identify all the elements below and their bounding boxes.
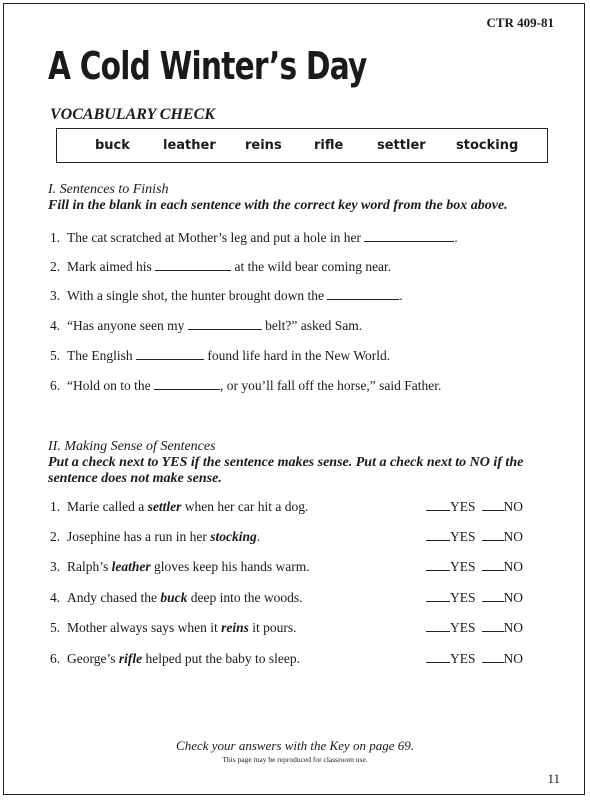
vocab-word: leather — [163, 138, 216, 153]
no-checkbox[interactable] — [482, 499, 504, 511]
answer-blank[interactable] — [155, 259, 231, 271]
sense-item: 1. Marie called a settler when her car hit a dog. — [50, 499, 309, 514]
vocab-word: stocking — [456, 138, 519, 153]
no-checkbox[interactable] — [482, 559, 504, 571]
yes-no-choice: YES NO — [426, 559, 523, 575]
yes-checkbox[interactable] — [426, 499, 450, 511]
keyword: reins — [221, 620, 249, 635]
section2-title: II. Making Sense of Sentences — [48, 439, 216, 454]
vocabulary-heading: VOCABULARY CHECK — [50, 106, 215, 123]
no-checkbox[interactable] — [482, 590, 504, 602]
fill-item: 6. “Hold on to the , or you’ll fall off the horse,” said Father. — [50, 378, 442, 393]
no-checkbox[interactable] — [482, 529, 504, 541]
fill-item: 4. “Has anyone seen my belt?” asked Sam. — [50, 318, 363, 333]
fill-item: 1. The cat scratched at Mother’s leg and put a hole in her . — [50, 230, 458, 245]
vocab-word: settler — [377, 138, 426, 153]
yes-no-choice: YES NO — [426, 499, 523, 515]
keyword: stocking — [210, 529, 257, 544]
yes-checkbox[interactable] — [426, 559, 450, 571]
sense-item: 3. Ralph’s leather gloves keep his hands warm. — [50, 559, 310, 574]
section2-instruction: Put a check next to YES if the sentence makes sense. Put a check next to NO if the sentence does not make sense. — [48, 455, 524, 486]
yes-checkbox[interactable] — [426, 651, 450, 663]
answer-blank[interactable] — [188, 318, 262, 330]
sense-item: 2. Josephine has a run in her stocking. — [50, 529, 261, 544]
yes-checkbox[interactable] — [426, 620, 450, 632]
yes-no-choice: YES NO — [426, 529, 523, 545]
vocab-word: reins — [245, 138, 282, 153]
fill-item: 2. Mark aimed his at the wild bear coming near. — [50, 259, 392, 274]
answer-blank[interactable] — [136, 348, 204, 360]
no-checkbox[interactable] — [482, 620, 504, 632]
vocab-word: rifle — [314, 138, 344, 153]
section1-instruction: Fill in the blank in each sentence with the correct key word from the box above. — [48, 198, 508, 213]
sense-item: 4. Andy chased the buck deep into the woods. — [50, 590, 303, 605]
product-code: CTR 409-81 — [486, 15, 554, 30]
sense-item: 5. Mother always says when it reins it pours. — [50, 620, 297, 635]
answer-blank[interactable] — [327, 288, 399, 300]
fill-item: 5. The English found life hard in the New World. — [50, 348, 391, 363]
vocab-word: buck — [95, 138, 130, 153]
keyword: rifle — [118, 651, 143, 666]
keyword: leather — [111, 559, 151, 574]
page-title: A Cold Winter’s Day — [48, 44, 367, 88]
fill-item: 3. With a single shot, the hunter brought down the . — [50, 288, 403, 303]
page-number: 11 — [547, 771, 560, 786]
yes-checkbox[interactable] — [426, 529, 450, 541]
answer-blank[interactable] — [364, 230, 454, 242]
answer-key-note: Check your answers with the Key on page 69. — [176, 738, 414, 753]
keyword: buck — [160, 590, 188, 605]
answer-blank[interactable] — [154, 378, 220, 390]
word-box — [56, 128, 548, 163]
sense-item: 6. George’s rifle helped put the baby to sleep. — [50, 651, 300, 666]
section1-title: I. Sentences to Finish — [48, 182, 169, 197]
yes-no-choice: YES NO — [426, 651, 523, 667]
reproduction-note: This page may be reproduced for classroom use. — [222, 755, 368, 764]
keyword: settler — [147, 499, 182, 514]
no-checkbox[interactable] — [482, 651, 504, 663]
yes-no-choice: YES NO — [426, 620, 523, 636]
yes-checkbox[interactable] — [426, 590, 450, 602]
yes-no-choice: YES NO — [426, 590, 523, 606]
